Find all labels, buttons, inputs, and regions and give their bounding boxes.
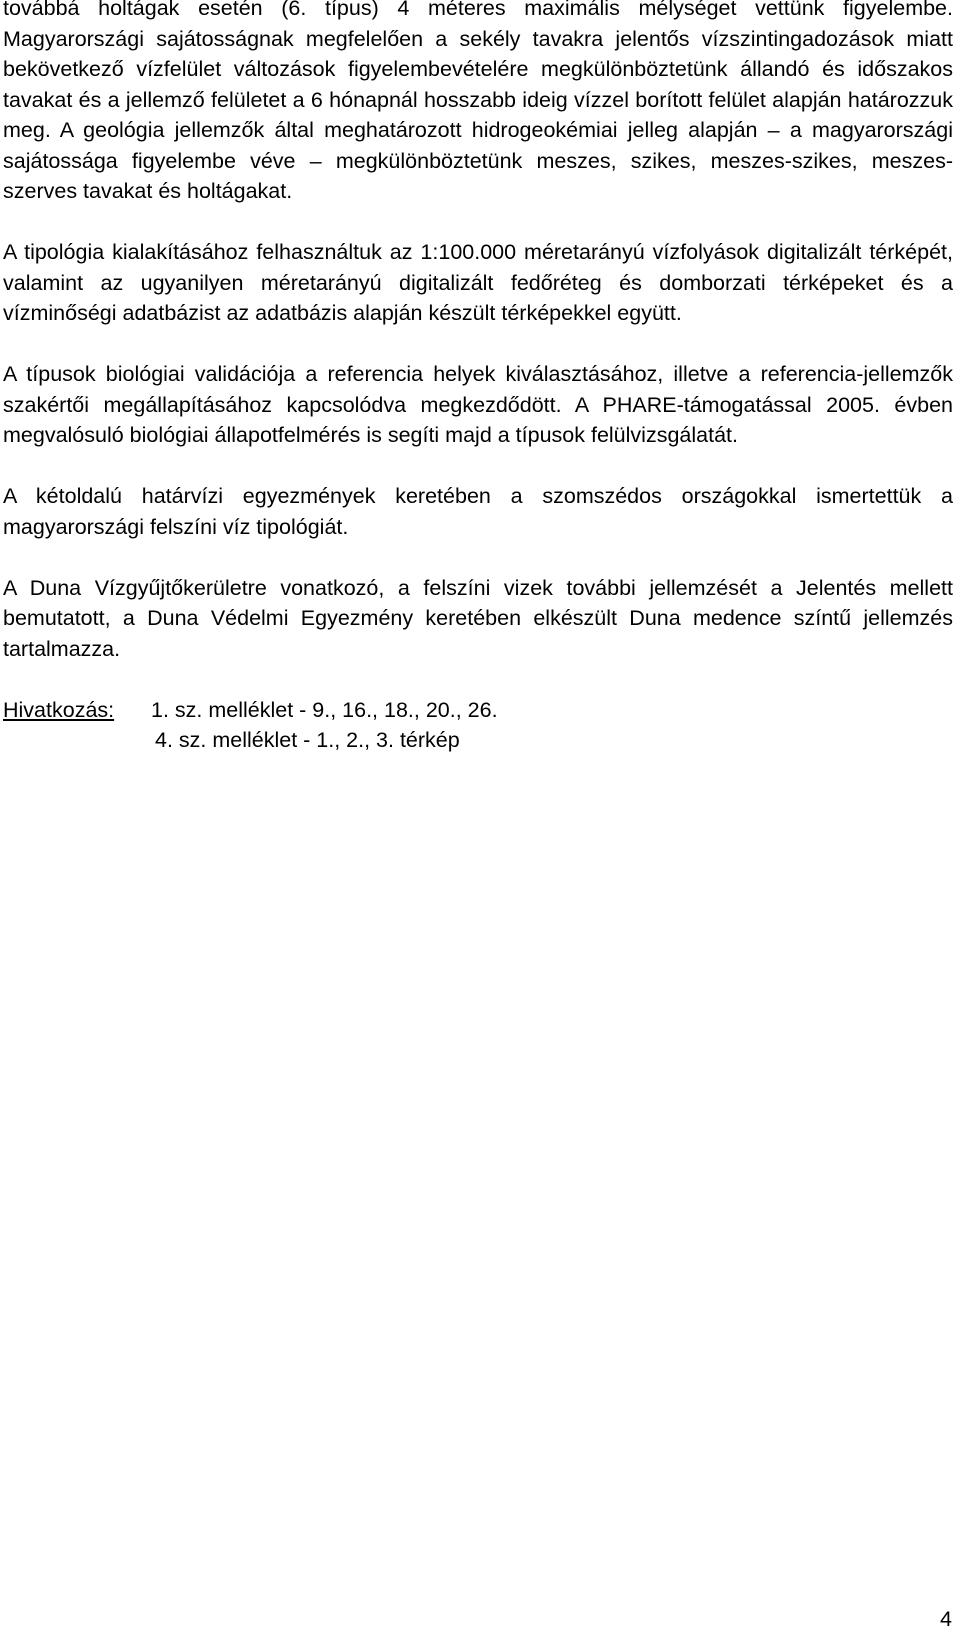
reference-item: 4. sz. melléklet - 1., 2., 3. térkép xyxy=(155,728,460,752)
page-number: 4 xyxy=(940,1607,952,1631)
paragraph-lake-typology: továbbá holtágak esetén (6. típus) 4 méteres maximális mélységet vettünk figyelembe. Magyarországi sajátosságnak megfelelően a sekély tavakra jelentős vízszintingadozások miatt bekövetkező vízfelület változások figyelembevételére megkülönböztetünk állandó és időszakos tavakat és a jellemző felületet a 6 hónapnál hosszabb ideig vízzel borított felület alapján határozzuk meg. A geológia jellemzők által meghatározott hidrogeokémiai jelleg alapján – a magyarországi sajátossága figyelembe véve – megkülönböztetünk meszes, szikes, meszes-szikes, meszes-szerves tavakat és holtágakat. xyxy=(3,0,953,203)
paragraph-bilateral-agreements: A kétoldalú határvízi egyezmények keretében a szomszédos országokkal ismertettük a magyarországi felszíni víz tipológiát. xyxy=(3,484,953,539)
reference-label: Hivatkozás: xyxy=(3,697,115,722)
reference-list xyxy=(151,695,498,756)
reference-block xyxy=(3,695,953,756)
paragraph-typology-sources: A tipológia kialakításához felhasználtuk az 1:100.000 méretarányú vízfolyások digitalizált térképét, valamint az ugyanilyen méretarányú digitalizált fedőréteg és domborzati térképeket és a vízminőségi adatbázist az adatbázis alapján készült térképekkel együtt. xyxy=(3,240,953,325)
paragraph-biological-validation: A típusok biológiai validációja a referencia helyek kiválasztásához, illetve a referencia-jellemzők szakértői megállapításához kapcsolódva megkezdődött. A PHARE-támogatással 2005. évben megvalósuló biológiai állapotfelmérés is segíti majd a típusok felülvizsgálatát. xyxy=(3,362,953,447)
reference-item: 1. sz. melléklet - 9., 16., 18., 20., 26. xyxy=(151,697,498,722)
paragraph-danube-district: A Duna Vízgyűjtőkerületre vonatkozó, a felszíni vizek további jellemzését a Jelentés mellett bemutatott, a Duna Védelmi Egyezmény keretében elkészült Duna medence színtű jellemzés tartalmazza. xyxy=(3,575,953,661)
document-page xyxy=(3,0,953,756)
